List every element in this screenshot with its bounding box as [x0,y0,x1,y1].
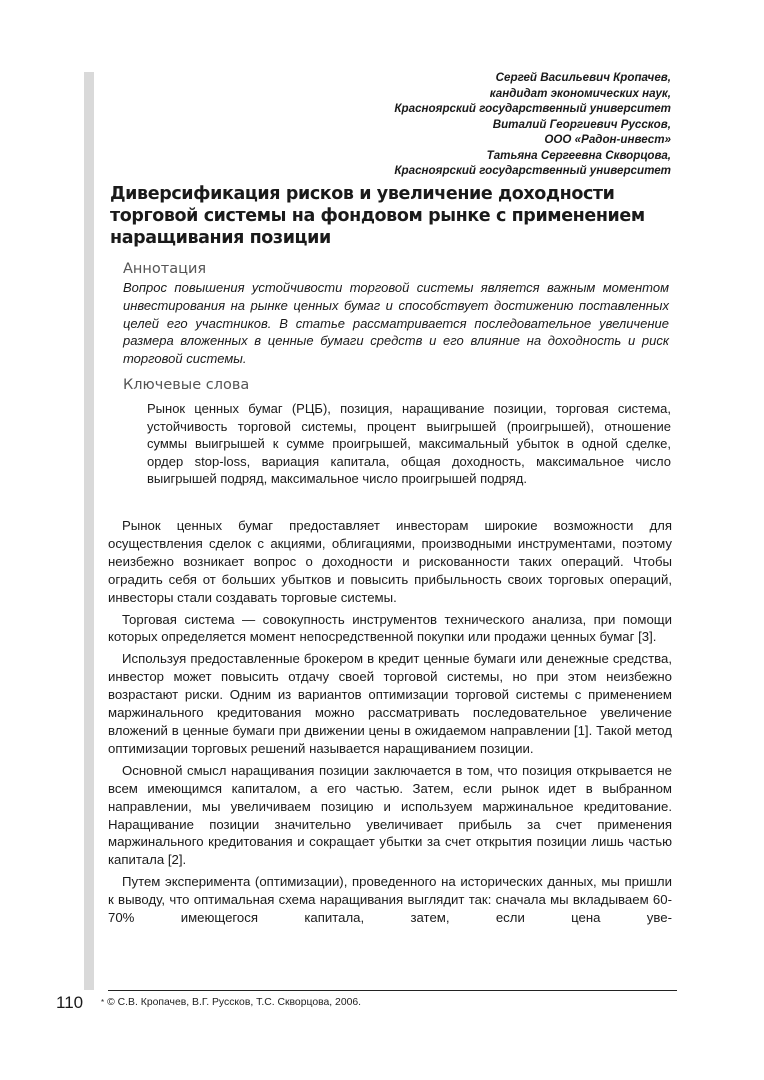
footnote-text: © С.В. Кропачев, В.Г. Руссков, Т.С. Скворцова, 2006. [107,997,362,1008]
keywords-text: Рынок ценных бумаг (РЦБ), позиция, наращивание позиции, торговая система, устойчивость торговой системы, процент выигрышей (проигрышей), отношение суммы выигрышей к сумме проигрышей, максимальный убыток в одной сделке, ордер stop-loss, вариация капитала, общая доходность, максимальное число выигрышей подряд, максимальное число проигрышей подряд. [147,401,671,487]
copyright-footnote [101,996,361,1010]
body-paragraph: Путем эксперимента (оптимизации), проведенного на исторических данных, мы пришли к выводу, что оптимальная схема наращивания выглядит так: сначала мы вкладываем 60-70% имеющегося капитала, затем, если цена уве- [108,874,672,926]
footer-divider [108,990,677,991]
author-name: Виталий Георгиевич Руссков, [492,117,671,131]
author-degree: кандидат экономических наук, [489,86,671,100]
author-affiliation: ООО «Радон-инвест» [544,133,671,146]
article-title: Диверсификация рисков и увеличение доходности торговой системы на фондовом рынке с применением наращивания позиции [110,184,645,248]
author-name: Сергей Васильевич Кропачев, [495,71,671,84]
annotation-heading: Аннотация [123,261,207,277]
author-name: Татьяна Сергеевна Скворцова, [486,148,671,162]
body-paragraph: Основной смысл наращивания позиции заключается в том, что позиция открывается не всем имеющимся капиталом, а его частью. Затем, если рынок идет в выбранном направлении, мы увеличиваем позицию и используем маржинальное кредитование. Наращивание позиции значительно увеличивает прибыль за счет применения маржинального кредитования и сокращает убытки за счет открытия позиции лишь частью капитала [2]. [108,762,672,868]
article-body [108,517,672,931]
page-number: 110 [56,993,84,1012]
author-affiliation: Красноярский государственный университет [394,102,671,115]
author-affiliation: Красноярский государственный университет [394,164,671,177]
author-block [111,70,671,179]
keywords-heading: Ключевые слова [123,377,250,393]
body-paragraph: Используя предоставленные брокером в кредит ценные бумаги или денежные средства, инвестор может повысить отдачу своей торговой системы, но при этом неизбежно возрастают риски. Одним из вариантов оптимизации торговой системы с применением маржинального кредитования можно рассматривать последовательное увеличение вложений в ценные бумаги при движении цены в ожидаемом направлении [1]. Такой метод оптимизации торговых решений называется наращиванием позиции. [108,651,672,756]
margin-bar [84,72,94,990]
annotation-text: Вопрос повышения устойчивости торговой системы является важным моментом инвестирования на рынке ценных бумаг и способствует достижению поставленных целей его участников. В статье рассматривается последовательное увеличение размера вложенных в ценные бумаги средств и его влияние на доходность и риск торговой системы. [123,280,669,367]
footnote-mark: * [101,998,105,1007]
body-paragraph: Рынок ценных бумаг предоставляет инвесторам широкие возможности для осуществления сделок с акциями, облигациями, производными инструментами, поэтому неизбежно возникает вопрос о доходности и рискованности таких операций. Чтобы оградить себя от больших убытков и повысить прибыльность своих торговых операций, инвесторы стали создавать торговые системы. [108,518,672,605]
body-paragraph: Торговая система — совокупность инструментов технического анализа, при помощи которых определяется момент непосредственной покупки или продажи ценных бумаг [3]. [108,611,672,645]
